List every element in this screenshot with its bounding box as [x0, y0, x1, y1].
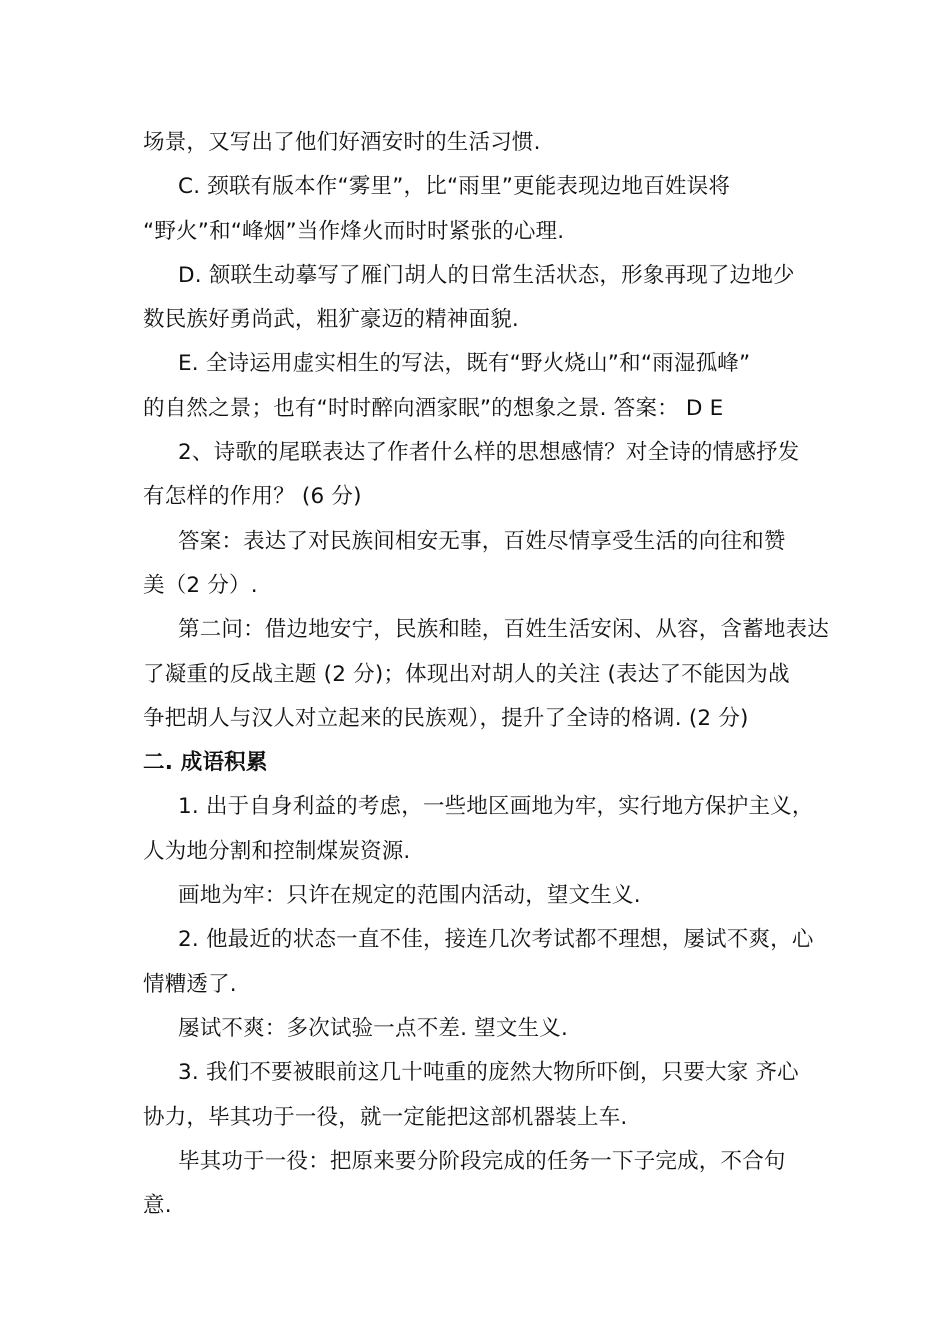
section-heading: 二. 成语积累: [143, 750, 268, 776]
explanation-line: 毕其功于一役：把原来要分阶段完成的任务一下子完成，不合句: [178, 1148, 786, 1174]
item-3-line: 3. 我们不要被眼前这几十吨重的庞然大物所吓倒，只要大家 齐心: [178, 1060, 799, 1086]
text-line: “野火”和“峰烟”当作烽火而时时紧张的心理.: [143, 218, 565, 244]
text-line: 有怎样的作用？ (6 分): [143, 484, 362, 510]
document-body: [143, 121, 830, 1228]
text-line: 情糟透了.: [143, 971, 237, 997]
text-line: 美（2 分）.: [143, 572, 258, 598]
option-c-line: C. 颈联有版本作“雾里”，比“雨里”更能表现边地百姓误将: [178, 174, 731, 200]
explanation-line: 屡试不爽：多次试验一点不差. 望文生义.: [178, 1015, 569, 1041]
option-e-line: E. 全诗运用虚实相生的写法，既有“野火烧山”和“雨湿孤峰”: [178, 351, 751, 377]
answer-line: 答案：表达了对民族间相安无事，百姓尽情享受生活的向往和赞: [178, 528, 786, 554]
text-line: 场景，又写出了他们好酒安时的生活习惯.: [143, 130, 541, 155]
second-question-line: 第二问：借边地安宁，民族和睦，百姓生活安闲、从容，含蓄地表达: [178, 617, 830, 643]
item-1-line: 1. 出于自身利益的考虑，一些地区画地为牢，实行地方保护主义，: [178, 794, 814, 820]
explanation-line: 画地为牢：只许在规定的范围内活动，望文生义.: [178, 883, 641, 909]
text-line: 意.: [143, 1193, 172, 1219]
text-line: 人为地分割和控制煤炭资源.: [143, 838, 411, 864]
item-2-line: 2. 他最近的状态一直不佳，接连几次考试都不理想，屡试不爽，心: [178, 927, 814, 953]
text-line: 协力，毕其功于一役，就一定能把这部机器装上车.: [143, 1104, 628, 1130]
text-line: 争把胡人与汉人对立起来的民族观），提升了全诗的格调. (2 分): [143, 705, 749, 731]
text-line: 数民族好勇尚武，粗犷豪迈的精神面貌.: [143, 307, 519, 333]
question-2-line: 2、诗歌的尾联表达了作者什么样的思想感情？对全诗的情感抒发: [178, 440, 800, 466]
text-line: 了凝重的反战主题 (2 分)；体现出对胡人的关注 (表达了不能因为战: [143, 661, 790, 687]
option-d-line: D. 颔联生动摹写了雁门胡人的日常生活状态，形象再现了边地少: [178, 262, 795, 288]
answer-line: 的自然之景；也有“时时醉向酒家眠”的想象之景. 答案： D E: [143, 395, 724, 421]
